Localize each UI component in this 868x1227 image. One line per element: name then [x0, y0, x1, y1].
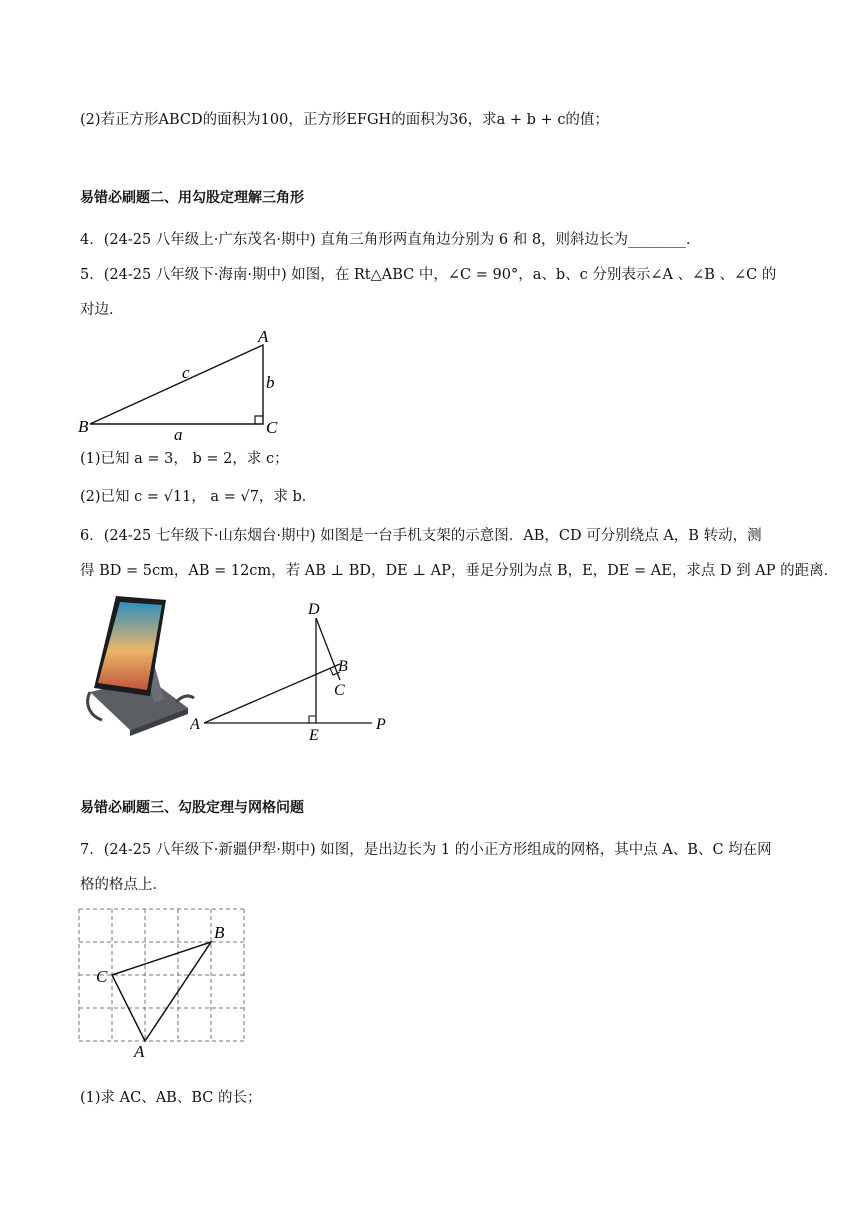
label-side-c: c [182, 363, 190, 382]
label-c: C [334, 682, 345, 699]
phone-stand-diagram [190, 598, 400, 743]
question-4: 4．(24-25 八年级上·广东茂名·期中) 直角三角形两直角边分别为 6 和 8，则斜边长为________． [80, 232, 701, 248]
question-6-line-1: 6．(24-25 七年级下·山东烟台·期中) 如图是一台手机支架的示意图．AB，CD 可分别绕点 A，B 转动，测 [80, 528, 762, 544]
question-5-line-2: 对边． [80, 302, 124, 318]
label-p: P [376, 716, 386, 733]
section-heading-2: 易错必刷题二、用勾股定理解三角形 [80, 190, 304, 206]
label-a-vertex: A [258, 327, 269, 346]
question-6-line-2: 得 BD = 5cm，AB = 12cm，若 AB ⊥ BD，DE ⊥ AP，垂足分别为点 B，E，DE = AE，求点 D 到 AP 的距离． [80, 563, 839, 579]
grid-label-c: C [96, 967, 108, 986]
label-e: E [309, 727, 319, 743]
triangle-abc-grid [112, 942, 211, 1041]
grid-label-a: A [134, 1042, 145, 1061]
section-heading-3: 易错必刷题三、勾股定理与网格问题 [80, 800, 304, 816]
label-a: A [190, 716, 200, 733]
right-triangle-figure [76, 325, 286, 445]
label-side-a: a [174, 425, 183, 444]
right-angle-mark-e [309, 716, 316, 723]
question-7-line-1: 7．(24-25 八年级下·新疆伊犁·期中) 如图，是出边长为 1 的小正方形组成的网格，其中点 A、B、C 均在网 [80, 842, 772, 858]
grid-label-b: B [214, 923, 225, 942]
triangle-abc [90, 345, 263, 424]
label-b-vertex: B [78, 417, 89, 436]
question-7-part-1: (1)求 AC、AB、BC 的长； [80, 1090, 262, 1106]
line-dc [316, 618, 340, 680]
label-side-b: b [266, 373, 275, 392]
phone-stand-photo [76, 592, 196, 742]
label-b: B [338, 658, 348, 675]
question-7-line-2: 格的格点上． [80, 877, 167, 893]
label-d: D [308, 601, 320, 618]
question-5-part-2: (2)已知 c = √11， a = √7，求 b． [80, 489, 317, 505]
label-c-vertex: C [266, 418, 278, 437]
grid-figure [76, 905, 248, 1065]
line-ab [204, 664, 340, 723]
question-5-line-1: 5．(24-25 八年级下·海南·期中) 如图，在 Rt△ABC 中，∠C = 90°，a、b、c 分别表示∠A 、∠B 、∠C 的 [80, 267, 777, 283]
question-5-part-1: (1)已知 a = 3， b = 2，求 c； [80, 451, 289, 467]
question-3-part-2: (2)若正方形ABCD的面积为100，正方形EFGH的面积为36，求a + b + c的值； [80, 112, 609, 128]
right-angle-mark [255, 416, 263, 424]
